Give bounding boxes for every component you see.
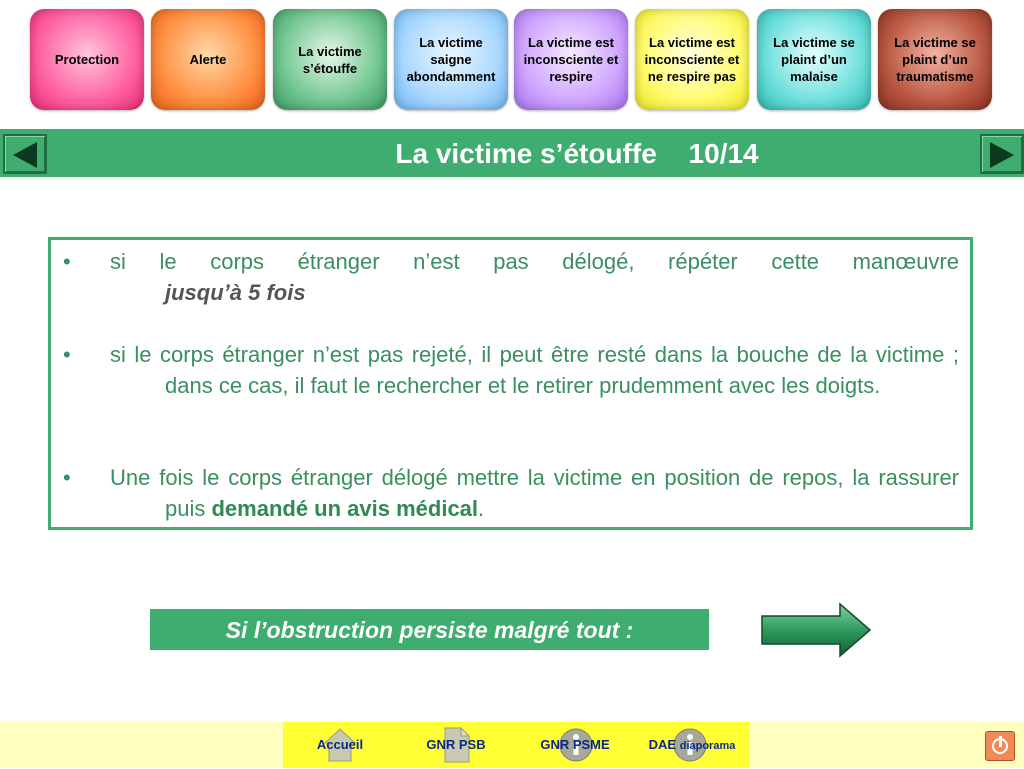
dae-label: DAE <box>648 737 677 752</box>
dae-link[interactable] <box>636 722 748 768</box>
gnr-psme-label: GNR PSME <box>540 737 610 752</box>
gnr-psb-link[interactable] <box>416 722 496 768</box>
prev-arrow-icon <box>13 142 37 168</box>
gnr-psb-label: GNR PSB <box>426 737 486 752</box>
big-right-arrow-icon[interactable] <box>760 602 872 658</box>
page-title <box>0 129 1024 177</box>
title-bar <box>0 129 1024 177</box>
dae-sub-label: diaporama <box>679 740 736 752</box>
bullet-dot: • <box>63 342 71 367</box>
nav-tile-malaise[interactable]: La victime se plaint d’un malaise <box>757 9 871 110</box>
nav-tile-inconsciente-respire[interactable]: La victime est inconsciente et respire <box>514 9 628 110</box>
bullet3-text <box>110 463 959 524</box>
nav-tile-protection[interactable]: Protection <box>30 9 144 110</box>
power-icon-bar <box>999 736 1002 747</box>
nav-tile-traumatisme[interactable]: La victime se plaint d’un traumatisme <box>878 9 992 110</box>
next-arrow-icon <box>990 142 1014 168</box>
gnr-psme-link[interactable] <box>529 722 621 768</box>
bullet-dot: • <box>63 249 71 274</box>
nav-tile-inconsciente-ne-respire-pas[interactable]: La victime est inconsciente et ne respire pas <box>635 9 749 110</box>
prev-button[interactable] <box>3 134 47 174</box>
next-button[interactable] <box>980 134 1024 174</box>
content-box <box>48 237 973 530</box>
persist-banner: Si l’obstruction persiste malgré tout : <box>150 609 709 650</box>
home-label: Accueil <box>316 737 364 752</box>
page-counter: 10/14 <box>688 138 759 169</box>
bullet3-main: Une fois le corps étranger délogé mettre la victime en position de repos, la rassurer puis <box>110 465 959 521</box>
title-main: La victime s’étouffe <box>395 138 657 169</box>
bullet1-emphasis: jusqu’à 5 fois <box>165 279 306 305</box>
bullet2-text: si le corps étranger n’est pas rejeté, il peut être resté dans la bouche de la victime ; dans ce cas, il faut le rechercher et le retirer prudemment avec les doigts. <box>110 342 959 398</box>
bullet-dot: • <box>63 465 71 490</box>
bullet-text <box>110 247 959 308</box>
nav-tile-etouffe[interactable]: La victime s’étouffe <box>273 9 387 110</box>
home-link[interactable] <box>300 722 380 768</box>
bullet1-emphasis-line <box>110 278 959 309</box>
bullet3-emphasis: demandé un avis médical <box>211 495 479 521</box>
nav-tile-saigne[interactable]: La victime saigne abondamment <box>394 9 508 110</box>
bullet-item <box>59 247 959 308</box>
power-button[interactable] <box>985 731 1015 761</box>
nav-tile-alerte[interactable]: Alerte <box>151 9 265 110</box>
bullet1-text: si le corps étranger n’est pas délogé, répéter cette manœuvre <box>110 249 959 274</box>
bullet-item <box>59 340 959 401</box>
bullet-item <box>59 463 959 524</box>
bullet3-end: . <box>478 495 485 521</box>
